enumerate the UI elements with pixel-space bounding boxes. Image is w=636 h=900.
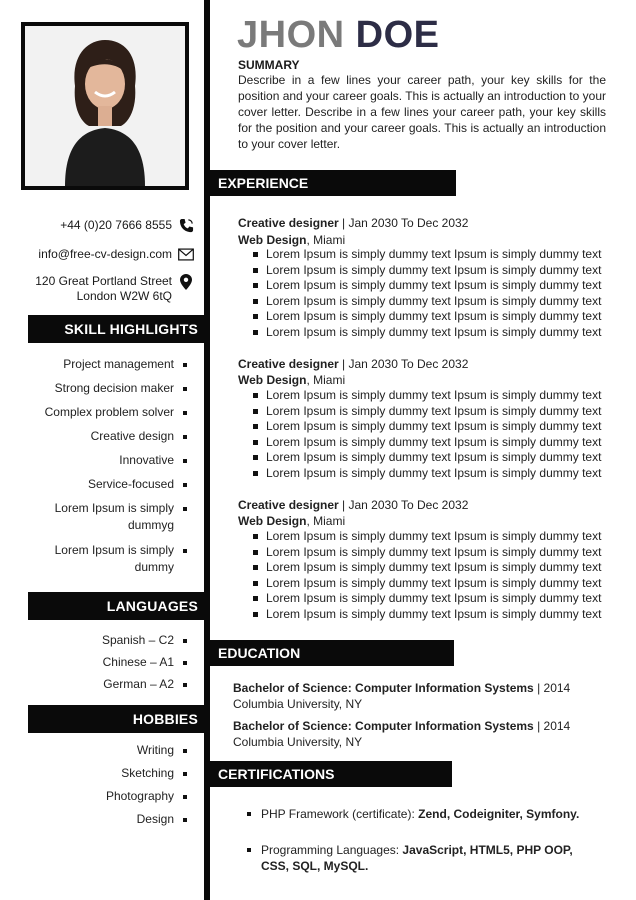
skill-bullet xyxy=(183,387,187,391)
language-item: German – A2 xyxy=(103,677,174,691)
job-bullet xyxy=(253,440,258,445)
job-bullet xyxy=(253,471,258,476)
job-bullet-text: Lorem Ipsum is simply dummy text Ipsum is simply dummy text xyxy=(266,325,602,339)
job-bullet xyxy=(253,409,258,414)
skill-item: Lorem Ipsum is simply dummy xyxy=(54,543,174,574)
job-bullet-text: Lorem Ipsum is simply dummy text Ipsum is simply dummy text xyxy=(266,591,602,605)
language-bullet xyxy=(183,661,187,665)
education-school: Columbia University, NY xyxy=(233,735,363,749)
job-bullet-text: Lorem Ipsum is simply dummy text Ipsum is simply dummy text xyxy=(266,466,602,480)
education-degree: Bachelor of Science: Computer Information Systems | 2014 xyxy=(233,681,571,695)
job-bullet xyxy=(253,268,258,273)
skill-item: Complex problem solver xyxy=(44,405,174,419)
job-bullet xyxy=(253,534,258,539)
certification-text: Programming Languages: JavaScript, HTML5, PHP OOP, CSS, SQL, MySQL. xyxy=(261,843,573,873)
job-bullet xyxy=(253,330,258,335)
contact-address xyxy=(35,274,194,304)
job-bullet-text: Lorem Ipsum is simply dummy text Ipsum is simply dummy text xyxy=(266,576,602,590)
email-text: info@free-cv-design.com xyxy=(38,246,172,261)
job-bullet-text: Lorem Ipsum is simply dummy text Ipsum is simply dummy text xyxy=(266,435,602,449)
job-bullet-text: Lorem Ipsum is simply dummy text Ipsum is simply dummy text xyxy=(266,529,602,543)
job-bullet-text: Lorem Ipsum is simply dummy text Ipsum is simply dummy text xyxy=(266,560,602,574)
job-bullet-text: Lorem Ipsum is simply dummy text Ipsum is simply dummy text xyxy=(266,404,602,418)
education-school: Columbia University, NY xyxy=(233,697,363,711)
hobby-item: Sketching xyxy=(121,766,174,780)
full-name xyxy=(237,14,440,57)
job-bullet xyxy=(253,393,258,398)
hobby-bullet xyxy=(183,772,187,776)
skill-item: Innovative xyxy=(119,453,174,467)
hobby-item: Writing xyxy=(136,743,174,757)
hobby-item: Photography xyxy=(105,789,174,803)
phone-text: +44 (0)20 7666 8555 xyxy=(60,217,172,232)
job-bullet-text: Lorem Ipsum is simply dummy text Ipsum is simply dummy text xyxy=(266,388,602,402)
job-bullet xyxy=(253,314,258,319)
skill-item: Creative design xyxy=(90,429,174,443)
hobby-bullet xyxy=(183,795,187,799)
job-bullet-text: Lorem Ipsum is simply dummy text Ipsum is simply dummy text xyxy=(266,247,602,261)
language-item: Spanish – C2 xyxy=(101,633,174,647)
skill-bullet xyxy=(183,363,187,367)
portrait-illustration xyxy=(25,26,185,186)
language-bullet xyxy=(183,683,187,687)
skill-item: Project management xyxy=(63,357,174,371)
certifications-header: CERTIFICATIONS xyxy=(210,761,452,787)
job-company: Web Design, Miami xyxy=(238,233,346,247)
skill-bullet xyxy=(183,549,187,553)
job-bullet-text: Lorem Ipsum is simply dummy text Ipsum is simply dummy text xyxy=(266,263,602,277)
experience-header: EXPERIENCE xyxy=(210,170,456,196)
address-line-1: 120 Great Portland Street xyxy=(35,274,172,288)
job-bullet xyxy=(253,596,258,601)
language-bullet xyxy=(183,639,187,643)
skill-bullet xyxy=(183,411,187,415)
job-bullet-text: Lorem Ipsum is simply dummy text Ipsum is simply dummy text xyxy=(266,309,602,323)
hobby-bullet xyxy=(183,749,187,753)
skill-item: Lorem Ipsum is simply dummyg xyxy=(54,501,174,532)
job-bullet xyxy=(253,581,258,586)
address-text xyxy=(35,274,172,304)
job-bullet xyxy=(253,299,258,304)
certification-text: PHP Framework (certificate): Zend, Codeigniter, Symfony. xyxy=(261,807,580,821)
job-bullet xyxy=(253,550,258,555)
skill-bullet xyxy=(183,483,187,487)
phone-icon xyxy=(178,217,194,233)
hobby-item: Design xyxy=(136,812,174,826)
job-bullet-text: Lorem Ipsum is simply dummy text Ipsum is simply dummy text xyxy=(266,294,602,308)
address-line-2: London W2W 6tQ xyxy=(76,289,172,303)
certification-bullet xyxy=(247,848,251,852)
job-bullet-text: Lorem Ipsum is simply dummy text Ipsum is simply dummy text xyxy=(266,545,602,559)
envelope-icon xyxy=(178,246,194,262)
job-bullet-text: Lorem Ipsum is simply dummy text Ipsum is simply dummy text xyxy=(266,278,602,292)
job-bullet-text: Lorem Ipsum is simply dummy text Ipsum is simply dummy text xyxy=(266,607,602,621)
hobby-bullet xyxy=(183,818,187,822)
job-company: Web Design, Miami xyxy=(238,514,346,528)
first-name: JHON xyxy=(237,14,345,56)
profile-photo xyxy=(21,22,189,190)
job-bullet-text: Lorem Ipsum is simply dummy text Ipsum is simply dummy text xyxy=(266,450,602,464)
map-pin-icon xyxy=(178,274,194,290)
job-title: Creative designer | Jan 2030 To Dec 2032 xyxy=(238,216,469,230)
contact-email xyxy=(38,246,194,262)
job-bullet xyxy=(253,455,258,460)
hobbies-header: HOBBIES xyxy=(28,705,204,733)
job-bullet xyxy=(253,612,258,617)
skill-bullet xyxy=(183,459,187,463)
skill-item: Service-focused xyxy=(87,477,174,491)
skill-bullet xyxy=(183,435,187,439)
summary-title: SUMMARY xyxy=(238,58,300,72)
education-header: EDUCATION xyxy=(210,640,454,666)
job-title: Creative designer | Jan 2030 To Dec 2032 xyxy=(238,498,469,512)
certification-bullet xyxy=(247,812,251,816)
last-name: DOE xyxy=(355,14,440,56)
job-bullet xyxy=(253,424,258,429)
languages-header: LANGUAGES xyxy=(28,592,204,620)
contact-phone xyxy=(60,217,194,233)
skill-item: Strong decision maker xyxy=(54,381,174,395)
language-item: Chinese – A1 xyxy=(102,655,174,669)
job-bullet xyxy=(253,252,258,257)
job-bullet xyxy=(253,283,258,288)
summary-text: Describe in a few lines your career path, your key skills for the position and your career goals. This is actually an introduction to your cover letter. Describe in a few lines your career path, your key skills for the position and your career goals. This is actually an introduction to your cover letter. xyxy=(238,73,606,151)
job-company: Web Design, Miami xyxy=(238,373,346,387)
skill-bullet xyxy=(183,507,187,511)
skills-header: SKILL HIGHLIGHTS xyxy=(28,315,204,343)
job-bullet-text: Lorem Ipsum is simply dummy text Ipsum is simply dummy text xyxy=(266,419,602,433)
job-title: Creative designer | Jan 2030 To Dec 2032 xyxy=(238,357,469,371)
education-degree: Bachelor of Science: Computer Information Systems | 2014 xyxy=(233,719,571,733)
job-bullet xyxy=(253,565,258,570)
